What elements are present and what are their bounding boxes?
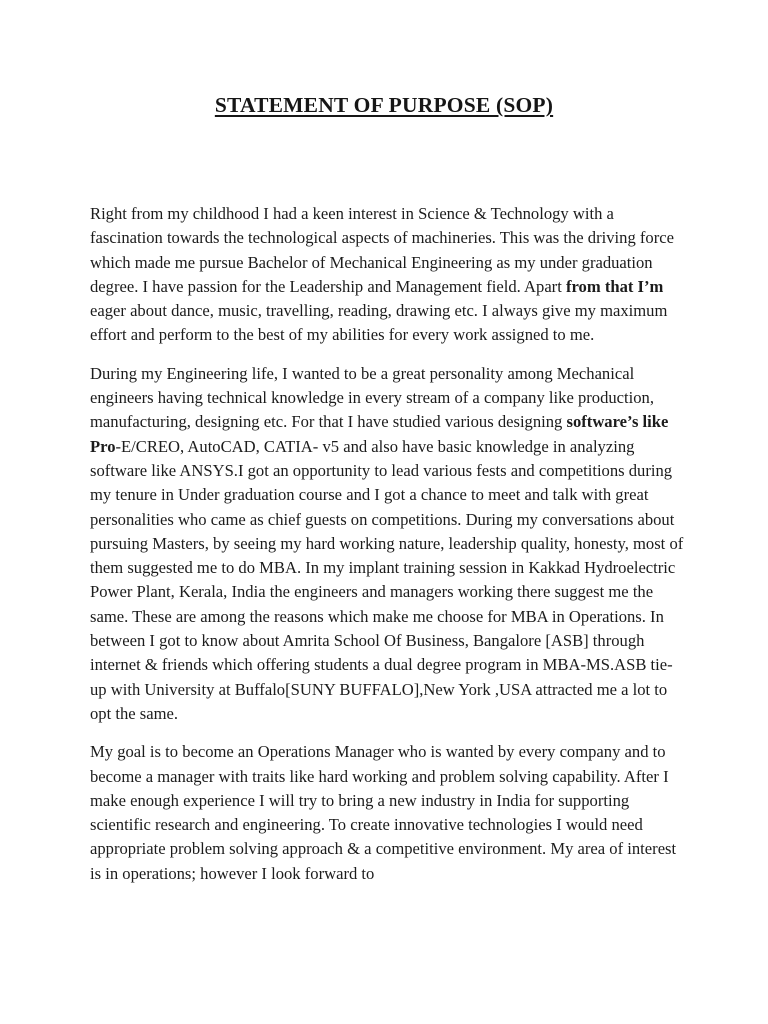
paragraph-intro-run-bold: from that I’m (565, 276, 664, 296)
document-page (0, 93, 768, 1024)
document-body (90, 202, 686, 886)
paragraph-intro (90, 202, 686, 348)
paragraph-intro-run-normal-1: Right from my childhood I had a keen interest in Science & Technology with a fascination towards the technological aspects of machineries. This was the driving force which made me pursue Bachelor of Mechanical Engineering as my under graduation degree. I have passion for the Leadership and Management field. Apart (90, 204, 674, 296)
paragraph-engineering (90, 362, 686, 726)
paragraph-goal-run-normal: My goal is to become an Operations Manager who is wanted by every company and to become a manager with traits like hard working and problem solving capability. After I make enough experience I will try to bring a new industry in India for supporting scientific research and engineering. To create innovative technologies I would need appropriate problem solving approach & a competitive environment. My area of interest is in operations; however I look forward to (90, 742, 677, 883)
paragraph-engineering-run-bold: software’s like Pro (90, 412, 669, 456)
paragraph-engineering-run-normal-1: During my Engineering life, I wanted to be a great personality among Mechanical engineers having technical knowledge in every stream of a company like production, manufacturing, designing etc. For that I have studied various designing (90, 363, 654, 432)
paragraph-engineering-run-normal-2: -E/CREO, AutoCAD, CATIA- v5 and also have basic knowledge in analyzing software like ANSYS.I got an opportunity to lead various fests and competitions during my tenure in Under graduation course and I got a chance to meet and talk with great personalities who came as chief guests on competitions. During my conversations about pursuing Masters, by seeing my hard working nature, leadership quality, honesty, most of them suggested me to do MBA. In my implant training session in Kakkad Hydroelectric Power Plant, Kerala, India the engineers and managers working there suggest me the same. These are among the reasons which make me choose for MBA in Operations. In between I got to know about Amrita School Of Business, Bangalore [ASB] through internet & friends which offering students a dual degree program in MBA-MS.ASB tie-up with University at Buffalo[SUNY BUFFALO],New York ,USA attracted me a lot to opt the same. (90, 436, 684, 723)
paragraph-intro-run-normal-2: eager about dance, music, travelling, reading, drawing etc. I always give my maximum effort and perform to the best of my abilities for every work assigned to me. (90, 301, 668, 345)
document-title: STATEMENT OF PURPOSE (SOP) (214, 93, 554, 117)
paragraph-goal (90, 740, 686, 886)
